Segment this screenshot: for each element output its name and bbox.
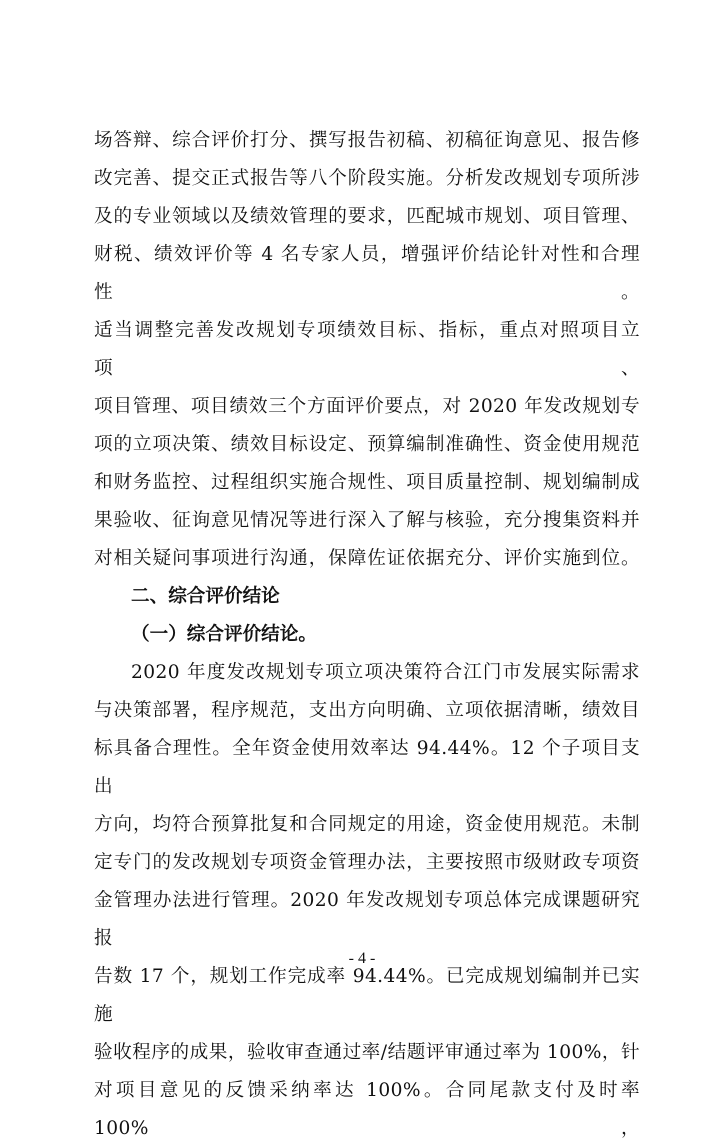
text-line: 改完善、提交正式报告等八个阶段实施。分析发改规划专项所涉 [94, 168, 640, 189]
text-line: 果验收、征询意见情况等进行深入了解与核验，充分搜集资料并 [94, 510, 640, 531]
text-line: 金管理办法进行管理。2020 年发改规划专项总体完成课题研究报 [94, 890, 640, 949]
text-line: 适当调整完善发改规划专项绩效目标、指标，重点对照项目立项、 [94, 320, 640, 379]
paragraph-conclusion [94, 654, 640, 1148]
text-line: 标具备合理性。全年资金使用效率达 94.44%。12 个子项目支出 [94, 738, 640, 797]
text-line: 和财务监控、过程组织实施合规性、项目质量控制、规划编制成 [94, 472, 640, 493]
page-number: - 4 - [348, 950, 376, 967]
text-line: 场答辩、综合评价打分、撰写报告初稿、初稿征询意见、报告修 [94, 130, 640, 151]
text-line: 定专门的发改规划专项资金管理办法，主要按照市级财政专项资 [94, 852, 640, 873]
section-heading: 二、综合评价结论 [131, 586, 280, 607]
text-line: 及的专业领域以及绩效管理的要求，匹配城市规划、项目管理、 [94, 206, 640, 227]
text-line: 项目管理、项目绩效三个方面评价要点，对 2020 年发改规划专 [94, 396, 640, 417]
text-line: 告数 17 个，规划工作完成率 94.44%。已完成规划编制并已实施 [94, 966, 640, 1025]
body-text [94, 122, 640, 1148]
text-line: 项的立项决策、绩效目标设定、预算编制准确性、资金使用规范 [94, 434, 640, 455]
text-line: 2020 年度发改规划专项立项决策符合江门市发展实际需求 [131, 662, 640, 683]
text-line: 验收程序的成果，验收审查通过率/结题评审通过率为 100%，针 [94, 1042, 640, 1063]
text-line: 对相关疑问事项进行沟通，保障佐证依据充分、评价实施到位。 [94, 548, 640, 569]
text-line: 对项目意见的反馈采纳率达 100%。合同尾款支付及时率 100%， [94, 1080, 640, 1139]
text-line: 方向，均符合预算批复和合同规定的用途，资金使用规范。未制 [94, 814, 640, 835]
subsection-heading: （一）综合评价结论。 [131, 624, 317, 645]
text-line: 财税、绩效评价等 4 名专家人员，增强评价结论针对性和合理性。 [94, 244, 640, 303]
text-line: 与决策部署，程序规范，支出方向明确、立项依据清晰，绩效目 [94, 700, 640, 721]
paragraph-implementation [94, 122, 640, 578]
